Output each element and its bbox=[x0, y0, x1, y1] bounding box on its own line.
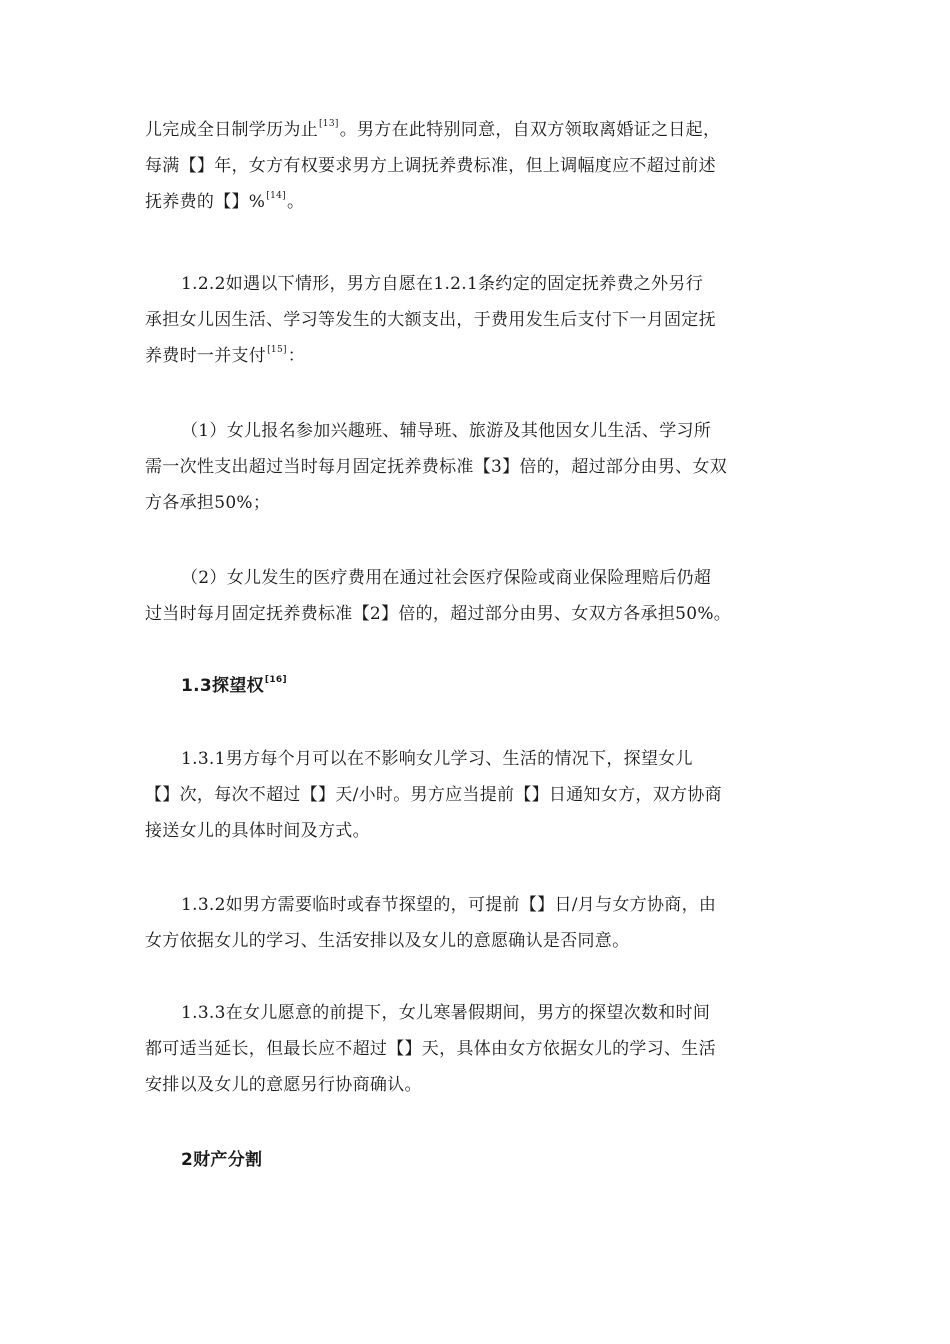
paragraph-item-1 bbox=[145, 413, 810, 521]
text-line: 女方依据女儿的学习、生活安排以及女儿的意愿确认是否同意。 bbox=[145, 931, 630, 951]
footnote-ref: [16] bbox=[264, 675, 287, 685]
text-line bbox=[145, 112, 810, 148]
text-span: 。 bbox=[286, 192, 305, 212]
text-line: （2）女儿发生的医疗费用在通过社会医疗保险或商业保险理赔后仍超 bbox=[181, 568, 712, 588]
text-line: 1.3.2如男方需要临时或春节探望的，可提前【】日/月与女方协商，由 bbox=[181, 895, 717, 915]
text-line: 【】次，每次不超过【】天/小时。男方应当提前【】日通知女方，双方协商 bbox=[145, 785, 722, 805]
text-line: 都可适当延长，但最长应不超过【】天，具体由女方依据女儿的学习、生活 bbox=[145, 1039, 716, 1059]
heading-text: 2财产分割 bbox=[181, 1150, 263, 1170]
text-line: 需一次性支出超过当时每月固定抚养费标准【3】倍的，超过部分由男、女双 bbox=[145, 457, 728, 477]
paragraph-1-3-1 bbox=[145, 741, 810, 849]
text-span: ： bbox=[287, 346, 306, 366]
text-line: 方各承担50%； bbox=[145, 493, 271, 513]
text-span: 。男方在此特别同意，自双方领取离婚证之日起， bbox=[339, 120, 721, 140]
text-line: 过当时每月固定抚养费标准【2】倍的，超过部分由男、女双方各承担50%。 bbox=[145, 604, 732, 624]
text-line: 1.3.1男方每个月可以在不影响女儿学习、生活的情况下，探望女儿 bbox=[181, 749, 693, 769]
heading-text bbox=[145, 668, 810, 704]
paragraph-1-3-2 bbox=[145, 887, 810, 959]
section-heading-visitation bbox=[145, 668, 810, 704]
footnote-ref: [13] bbox=[319, 119, 339, 129]
paragraph-item-2 bbox=[145, 560, 810, 632]
paragraph-1-2-2 bbox=[145, 266, 810, 374]
paragraph-child-support-adjustment bbox=[145, 112, 810, 220]
text-span: 养费时一并支付 bbox=[145, 346, 267, 366]
text-line: 每满【】年，女方有权要求男方上调抚养费标准，但上调幅度应不超过前述 bbox=[145, 156, 716, 176]
section-heading-property-division bbox=[145, 1142, 810, 1178]
footnote-ref: [15] bbox=[267, 345, 287, 355]
text-line: 承担女儿因生活、学习等发生的大额支出，于费用发生后支付下一月固定抚 bbox=[145, 310, 716, 330]
footnote-ref: [14] bbox=[266, 191, 286, 201]
text-line: 1.3.3在女儿愿意的前提下，女儿寒暑假期间，男方的探望次数和时间 bbox=[181, 1003, 711, 1023]
paragraph-1-3-3 bbox=[145, 995, 810, 1103]
text-span: 抚养费的【】% bbox=[145, 192, 266, 212]
text-line: 接送女儿的具体时间及方式。 bbox=[145, 821, 370, 841]
text-line bbox=[145, 184, 810, 220]
text-line: （1）女儿报名参加兴趣班、辅导班、旅游及其他因女儿生活、学习所 bbox=[181, 421, 712, 441]
text-span: 1.3探望权 bbox=[181, 676, 264, 696]
text-span: 儿完成全日制学历为止 bbox=[145, 120, 318, 140]
text-line: 安排以及女儿的意愿另行协商确认。 bbox=[145, 1075, 422, 1095]
text-line bbox=[145, 338, 810, 374]
text-line: 1.2.2如遇以下情形，男方自愿在1.2.1条约定的固定抚养费之外另行 bbox=[181, 274, 704, 294]
